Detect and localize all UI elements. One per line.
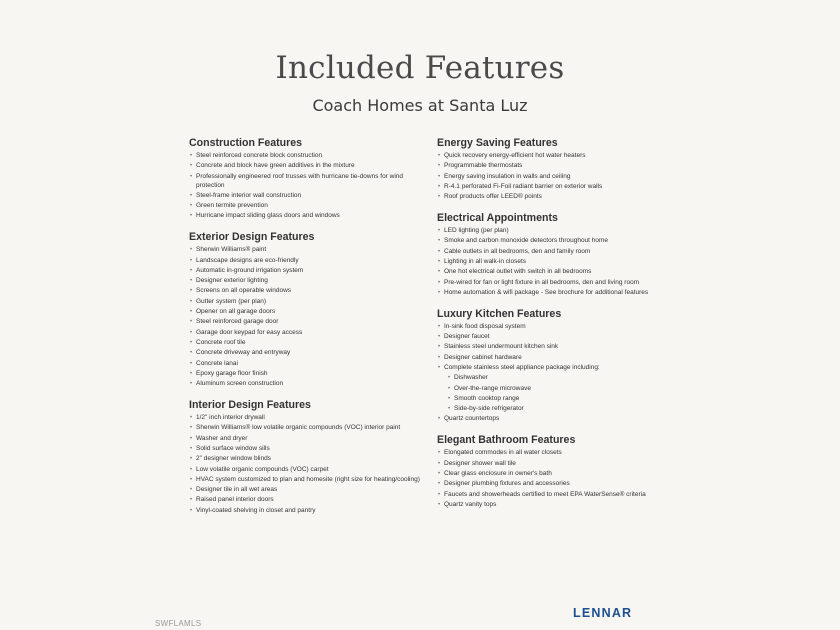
list-item: • Screens on all operable windows bbox=[189, 287, 424, 296]
section-energy-saving-features bbox=[437, 137, 672, 202]
lennar-logo: LENNAR bbox=[573, 606, 633, 620]
list-item: • Gutter system (per plan) bbox=[189, 298, 424, 307]
list-item: • Programmable thermostats bbox=[437, 162, 672, 171]
watermark: SWFLAMLS bbox=[155, 619, 202, 628]
list-item: • Epoxy garage floor finish bbox=[189, 370, 424, 379]
list-item: • Lighting in all walk-in closets bbox=[437, 258, 672, 267]
list-item: • Steel reinforced concrete block construction bbox=[189, 152, 424, 161]
list-item: • Sherwin Williams® low volatile organic compounds (VOC) interior paint bbox=[189, 424, 424, 433]
page-subtitle: Coach Homes at Santa Luz bbox=[312, 96, 528, 115]
section-heading: Energy Saving Features bbox=[437, 137, 558, 149]
list-item: • Designer faucet bbox=[437, 333, 672, 342]
page-title: Included Features bbox=[275, 50, 565, 86]
list-item: • Landscape designs are eco-friendly bbox=[189, 257, 424, 266]
list-item: • In-sink food disposal system bbox=[437, 323, 672, 332]
list-item: • Steel reinforced garage door bbox=[189, 318, 424, 327]
list-subitem: • Smooth cooktop range bbox=[437, 395, 672, 404]
list-item: • Concrete roof tile bbox=[189, 339, 424, 348]
list-item: • Raised panel interior doors bbox=[189, 496, 424, 505]
list-item: • One hot electrical outlet with switch in all bedrooms bbox=[437, 268, 672, 277]
left-column bbox=[189, 137, 424, 526]
list-item: • HVAC system customized to plan and homesite (right size for heating/cooling) bbox=[189, 476, 424, 485]
list-item: • Concrete and block have green additives in the mixture bbox=[189, 162, 424, 171]
section-interior-design-features bbox=[189, 399, 424, 516]
list-item: • Smoke and carbon monoxide detectors throughout home bbox=[437, 237, 672, 246]
list-item: • Designer shower wall tile bbox=[437, 460, 672, 469]
section-heading: Interior Design Features bbox=[189, 399, 311, 412]
list-subitem: • Over-the-range microwave bbox=[437, 385, 672, 394]
list-item: • Aluminum screen construction bbox=[189, 380, 424, 389]
section-heading: Elegant Bathroom Features bbox=[437, 434, 576, 447]
right-column bbox=[437, 137, 672, 520]
list-item: • Hurricane impact sliding glass doors and windows bbox=[189, 212, 424, 221]
list-item: • Green termite prevention bbox=[189, 202, 424, 211]
list-subitem: • Side-by-side refrigerator bbox=[437, 405, 672, 414]
list-item: • Automatic in-ground irrigation system bbox=[189, 267, 424, 276]
list-item: • Sherwin Williams® paint bbox=[189, 246, 424, 255]
section-construction-features bbox=[189, 137, 424, 221]
section-exterior-design-features bbox=[189, 231, 424, 389]
section-elegant-bathroom-features bbox=[437, 434, 672, 509]
section-luxury-kitchen-features bbox=[437, 308, 672, 425]
section-heading: Construction Features bbox=[189, 137, 303, 149]
list-subitem: • Dishwasher bbox=[437, 374, 672, 383]
list-item: • LED lighting (per plan) bbox=[437, 227, 672, 236]
list-item: • Roof products offer LEED® points bbox=[437, 193, 672, 202]
list-item: • Steel-frame interior wall construction bbox=[189, 192, 424, 201]
section-heading: Luxury Kitchen Features bbox=[437, 307, 562, 320]
list-item: • Energy saving insulation in walls and ceiling bbox=[437, 173, 672, 182]
list-item: • Designer plumbing fixtures and accessories bbox=[437, 480, 672, 489]
list-item: • 1/2" inch interior drywall bbox=[189, 414, 424, 423]
list-item: • Low volatile organic compounds (VOC) carpet bbox=[189, 466, 424, 475]
list-item: • Stainless steel undermount kitchen sink bbox=[437, 343, 672, 352]
list-item: • R-4.1 perforated Fi-Foil radiant barrier on exterior walls bbox=[437, 183, 672, 192]
list-item: • Complete stainless steel appliance package including: bbox=[437, 364, 672, 373]
list-item: • Cable outlets in all bedrooms, den and family room bbox=[437, 248, 672, 257]
list-item: • Home automation & wifi package - See brochure for additional features bbox=[437, 289, 672, 298]
list-item: • Designer exterior lighting bbox=[189, 277, 424, 286]
section-heading: Electrical Appointments bbox=[437, 212, 558, 225]
section-heading: Exterior Design Features bbox=[189, 231, 315, 244]
list-item: • Vinyl-coated shelving in closet and pantry bbox=[189, 507, 424, 516]
list-item: • Opener on all garage doors bbox=[189, 308, 424, 317]
list-item: • Quartz countertops bbox=[437, 415, 672, 424]
list-item: • Concrete driveway and entryway bbox=[189, 349, 424, 358]
list-item: • Clear glass enclosure in owner's bath bbox=[437, 470, 672, 479]
list-item: • Washer and dryer bbox=[189, 435, 424, 444]
list-item: • Designer tile in all wet areas bbox=[189, 486, 424, 495]
list-item: • Quick recovery energy-efficient hot water heaters bbox=[437, 152, 672, 161]
list-item: • Quartz vanity tops bbox=[437, 501, 672, 510]
list-item: • Faucets and showerheads certified to meet EPA WaterSense® criteria bbox=[437, 491, 672, 500]
list-item: • Professionally engineered roof trusses with hurricane tie-downs for wind protection bbox=[189, 173, 424, 191]
list-item: • Solid surface window sills bbox=[189, 445, 424, 454]
list-item: • Designer cabinet hardware bbox=[437, 354, 672, 363]
list-item: • Concrete lanai bbox=[189, 360, 424, 369]
list-item: • Pre-wired for fan or light fixture in all bedrooms, den and living room bbox=[437, 279, 672, 288]
section-electrical-appointments bbox=[437, 212, 672, 298]
list-item: • Garage door keypad for easy access bbox=[189, 329, 424, 338]
list-item: • 2" designer window blinds bbox=[189, 455, 424, 464]
list-item: • Elongated commodes in all water closets bbox=[437, 449, 672, 458]
